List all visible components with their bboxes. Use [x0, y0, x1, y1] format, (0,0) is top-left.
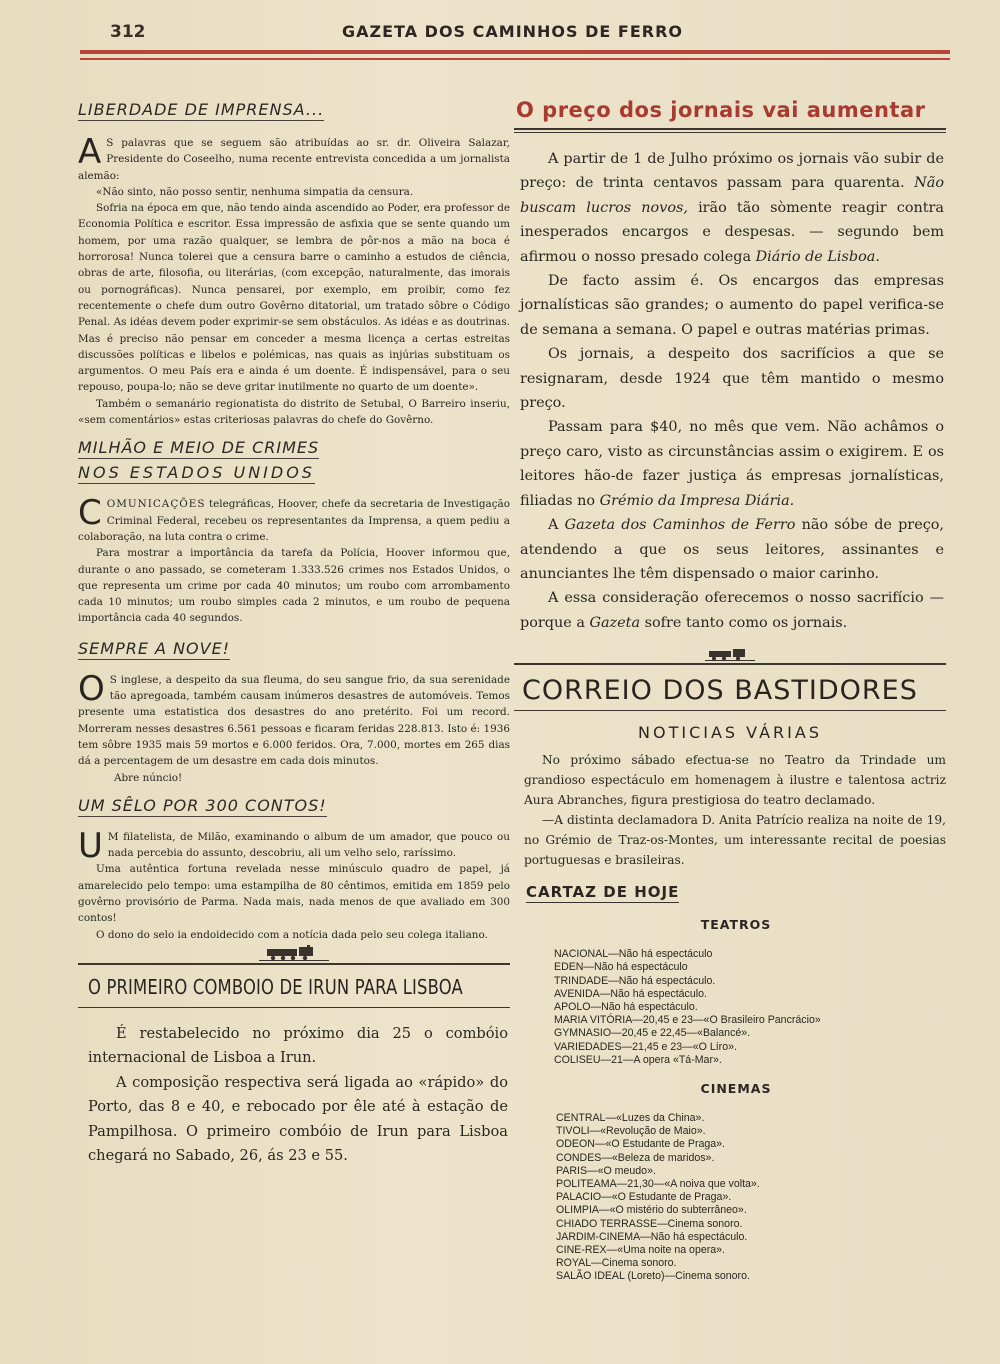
section-divider [78, 1007, 510, 1008]
paragraph: A [548, 517, 559, 534]
listing-item: APOLO—Não há espectáculo. [554, 1000, 698, 1013]
left-column [78, 100, 510, 1168]
paragraph: A essa consideração oferecemos o nosso sacrifício — porque a [520, 590, 944, 631]
article-title: O PRIMEIRO COMBOIO DE IRUN PARA LISBOA [88, 974, 463, 999]
paragraph: Os jornais, a despeito dos sacrifícios a que se resignaram, desde 1924 que têm mantido o mesmo preço. [520, 346, 944, 412]
article-correio [514, 675, 946, 870]
article-title: LIBERDADE DE IMPRENSA... [78, 100, 325, 119]
section-divider [514, 663, 946, 665]
article-body [78, 493, 510, 626]
paragraph: Passam para $40, no mês que vem. Não achâmos o preço caro, visto as circunstâncias assim o exigirem. E os leitores hão-de fazer justiça ás empresas jornalísticas, filiadas no [520, 419, 944, 509]
cinemas-list [526, 1112, 946, 1284]
listing-item: MARIA VITÓRIA—20,45 e 23—«O Brasileiro Pancrácio» [554, 1014, 821, 1027]
listing-item: TIVOLI—«Revolução de Maio». [556, 1125, 706, 1138]
listing-item: CINE-REX—«Uma noite na opera». [556, 1243, 725, 1256]
header-rule [80, 50, 950, 54]
paragraph: Uma autêntica fortuna revelada nesse minúsculo quadro de papel, já amarelecido pelo tempo: uma estampilha de 80 cêntimos, emitida em 1859 pelo govêrno provisório de Parma. Nada mais, nada menos de que avaliado em 300 contos! [78, 863, 510, 925]
listing-item: GYMNASIO—20,45 e 22,45—«Balancé». [554, 1027, 751, 1040]
article-title: O preço dos jornais vai aumentar [516, 98, 926, 122]
listing-item: VARIEDADES—21,45 e 23—«O Líro». [554, 1040, 737, 1053]
paragraph: não sóbe de preço, atendendo a que os seus leitores, assinantes e anunciantes lhe têm dispensado o maior carinho. [520, 517, 945, 582]
paragraph: No próximo sábado efectua-se no Teatro da Trindade um grandioso espectáculo em homenagem à ilustre e talentosa actriz Aura Abranches, figura prestigiosa do teatro declamado. [524, 753, 946, 808]
paragraph: É restabelecido no próximo dia 25 o combóio internacional de Lisboa a Irun. [88, 1024, 508, 1067]
article-body [78, 1022, 510, 1168]
emphasis: Gazeta dos Caminhos de Ferro [564, 517, 796, 534]
paragraph: «Não sinto, não posso sentir, nenhuma simpatia da censura. [96, 185, 414, 198]
listing-item: AVENIDA—Não há espectáculo. [554, 987, 707, 1000]
listing-item: CONDES—«Beleza de maridos». [556, 1151, 715, 1164]
article-title: SEMPRE A NOVE! [78, 638, 231, 658]
emphasis: Não buscam lucros novos, [520, 175, 944, 216]
listing-item: PALACIO—«O Estudante de Praga». [556, 1191, 732, 1204]
listing-item: JARDIM-CINEMA—Não há espectáculo. [556, 1230, 748, 1243]
paragraph: A partir de 1 de Julho próximo os jornais vão subir de preço: de trinta centavos passam para quarenta. [520, 151, 944, 192]
article-preco [514, 98, 946, 635]
paragraph: S palavras que se seguem são atribuídas ao sr. dr. Oliveira Salazar, Presidente do Coseelho, numa recente entrevista concedida a um jornalista alemão: [78, 137, 510, 182]
article-crimes [78, 438, 510, 626]
paragraph: De facto assim é. Os encargos das empresas jornalísticas são grandes; o aumento do papel verifica-se de semana a semana. O papel e outras matérias primas. [520, 273, 944, 338]
drop-cap: A [78, 132, 102, 172]
section-divider [78, 963, 510, 965]
article-body [78, 668, 510, 786]
page-number: 312 [110, 22, 146, 42]
listing-item: PARIS—«O meudo». [556, 1164, 656, 1177]
teatros-heading: TEATROS [700, 917, 772, 933]
paragraph: Para mostrar a importância da tarefa da Polícia, Hoover informou que, durante o ano passado, se cometeram 1.333.526 crimes nos Estados Unidos, o que representa um crime por cada 40 minutos; um roubo com arrombamento cada 10 minutos; um roubo simples cada 2 minutos, e um roubo de pequena importância cada 40 segundos. [78, 547, 510, 625]
paragraph: Sofria na época em que, não tendo ainda ascendido ao Poder, era professor de Economia Política e escritor. Essa impressão de asfixia que se sente quando um homem, por uma razão qualquer, se lembra de pôr-nos a mão na boca é horrorosa! Nunca tolerei que a censura barre o caminho a estudos de ciência, obras de arte, filosofia, ou literárias, (com excepção, naturalmente, das imorais ou pornográficas). Nunca pensarei, por exemplo, em proibir, como fez recentemente o chefe dum outro Govêrno ditatorial, um tratado sôbre o Código Penal. As idéas devem poder exprimir-se sem obstáculos. As idéas e as doutrinas. Mas é preciso não pensar em conceder a mesma licença a certas estreitas discussões políticas e libelos e polémicas, nas quais as injúrias substituam os argumentos. O meu País era e ainda é um doente. É indispensável, para o seu repouso, poupa-lo; não se deve gritar inutilmente no quarto de um doente». [78, 202, 510, 394]
header-rule-thin [80, 58, 950, 60]
right-column [514, 98, 946, 1284]
listing-item: CENTRAL—«Luzes da China». [556, 1111, 705, 1124]
listing-item: CHIADO TERRASSE—Cinema sonoro. [556, 1217, 743, 1230]
paragraph: irão tão sòmente reagir contra inesperados encargos e despesas. — segundo bem afirmou o nosso presado colega [520, 199, 945, 265]
paragraph: Abre núncio! [114, 771, 183, 784]
listing-item: EDEN—Não há espectáculo [554, 961, 688, 974]
emphasis: Grémio da Impresa Diária. [599, 492, 795, 509]
title-underline [514, 710, 946, 711]
drop-cap: O [78, 668, 105, 709]
lead-word: OMUNICAÇÕES [106, 498, 206, 511]
article-body [514, 750, 946, 870]
article-cartaz [514, 882, 946, 1283]
emphasis: Diário de Lisboa. [755, 248, 880, 265]
article-title-line2: NOS ESTADOS UNIDOS [78, 463, 315, 483]
drop-cap: U [78, 825, 103, 866]
paragraph: telegráficas, Hoover, chefe da secretaria de Investigação Criminal Federal, recebeu os representantes da Imprensa, a quem pediu a colaboração, na luta contra o crime. [78, 498, 510, 543]
article-title: UM SÊLO POR 300 CONTOS! [78, 795, 327, 815]
article-body [514, 147, 946, 635]
page-header [80, 18, 950, 68]
article-liberdade [78, 100, 510, 428]
train-ornament-icon [259, 945, 329, 961]
listing-item: OLIMPIA—«O mistério do subterrâneo». [556, 1204, 747, 1217]
masthead-title: GAZETA DOS CAMINHOS DE FERRO [342, 22, 684, 41]
article-title: CORREIO DOS BASTIDORES [522, 675, 918, 707]
emphasis: Gazeta [589, 614, 641, 631]
cinemas-heading: CINEMAS [700, 1080, 772, 1096]
drop-cap: C [78, 493, 102, 534]
paragraph: —A distinta declamadora D. Anita Patrício realiza na noite de 19, no Grémio de Traz-os-Montes, um interessante recital de poesias portuguesas e brasileiras. [524, 813, 946, 868]
listing-item: POLITEAMA—21,30—«A noiva que volta». [556, 1177, 760, 1190]
paragraph: Também o semanário regionatista do distrito de Setubal, O Barreiro inseriu, «sem comentários» estas criteriosas palavras do chefe do Govêrno. [78, 397, 510, 427]
article-selo [78, 796, 510, 943]
listing-item: COLISEU—21—A opera «Tá-Mar». [554, 1053, 722, 1066]
paragraph: O dono do selo ia endoidecido com a notícia dada pelo seu colega italiano. [96, 928, 488, 941]
paragraph: M filatelista, de Milão, examinando o album de um amador, que pouco ou nada percebia do assunto, descobriu, ali um velho selo, raríssimo. [107, 830, 510, 860]
article-body [78, 825, 510, 943]
title-underline-thin [514, 132, 946, 133]
title-underline [514, 128, 946, 130]
listing-item: SALÃO IDEAL (Loreto)—Cinema sonoro. [556, 1270, 750, 1283]
article-body [78, 132, 510, 428]
article-subtitle: NOTICIAS VÁRIAS [638, 723, 822, 743]
article-title: CARTAZ DE HOJE [526, 883, 680, 902]
listing-item: NACIONAL—Não há espectáculo [554, 948, 713, 961]
paragraph: S inglese, a despeito da sua fleuma, do seu sangue frio, da sua serenidade tão apregoada, também causam inúmeros desastres de automóveis. Temos presente uma estatistica dos desastres do ano pretérito. Foi um record. Morreram nesses desastres 6.561 pessoas e ficaram feridas 228.813. Isto é: 1936 tem sôbre 1935 mais 59 mortos e 6.000 feridos. Ora, 7.000, mortes em 265 dias dá a percentagem de um desastre em cada dois minutos. [78, 673, 510, 768]
listing-item: ODEON—«O Estudante de Praga». [556, 1138, 725, 1151]
article-title: MILHÃO E MEIO DE CRIMES [78, 438, 320, 458]
paragraph: A composição respectiva será ligada ao «rápido» do Porto, das 8 e 40, e rebocado por êle até à estação de Pampilhosa. O primeiro combóio de Irun para Lisboa chegará no Sabado, 26, ás 23 e 55. [88, 1073, 508, 1164]
article-sempre [78, 639, 510, 786]
train-ornament-icon [705, 647, 755, 661]
article-comboio [78, 975, 510, 1168]
teatros-list [526, 948, 946, 1067]
listing-item: ROYAL—Cinema sonoro. [556, 1257, 677, 1270]
listing-item: TRINDADE—Não há espectáculo. [554, 974, 716, 987]
paragraph: sofre tanto como os jornais. [644, 614, 848, 631]
